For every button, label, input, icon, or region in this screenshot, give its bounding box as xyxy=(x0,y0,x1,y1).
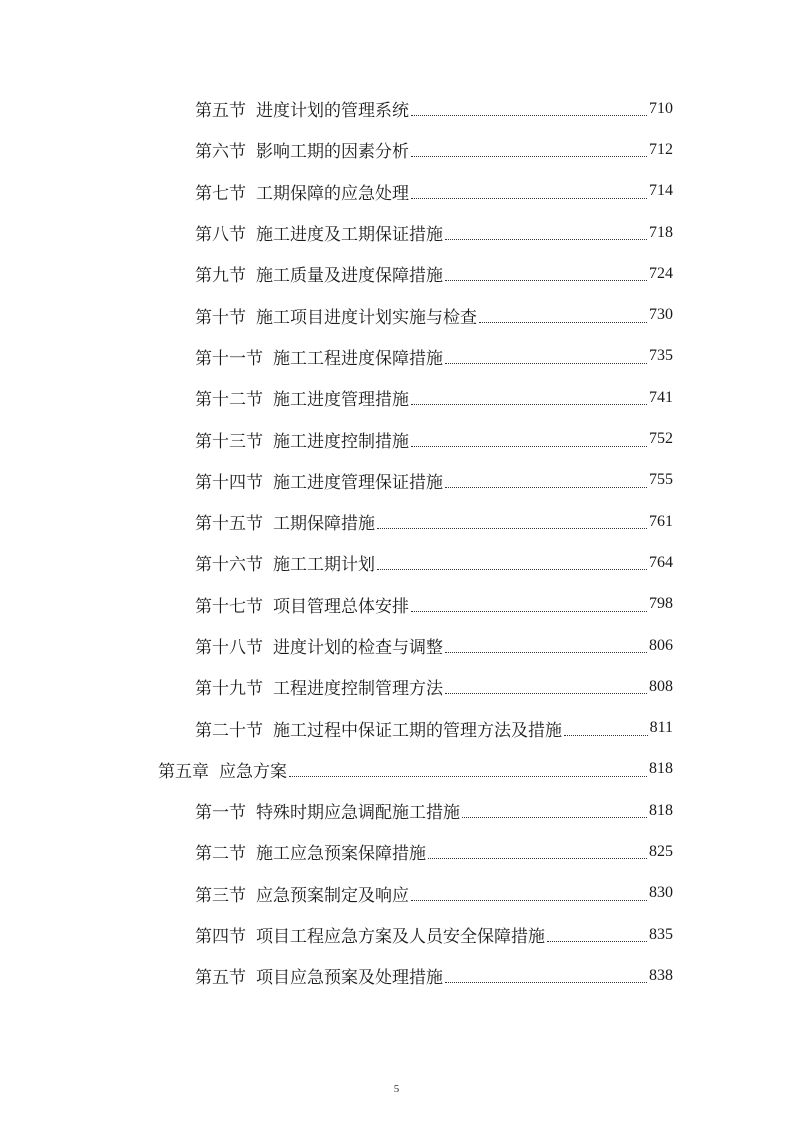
toc-entry-page: 825 xyxy=(649,842,673,860)
toc-entry-title: 进度计划的检查与调整 xyxy=(273,638,443,658)
table-of-contents xyxy=(0,88,793,997)
toc-entry-page: 714 xyxy=(649,182,673,200)
dot-leader xyxy=(411,115,647,116)
toc-entry-page: 818 xyxy=(649,801,673,819)
toc-entry-number: 第十五节 xyxy=(195,514,263,535)
toc-section-entry[interactable] xyxy=(0,88,793,129)
toc-entry-number: 第十四节 xyxy=(195,472,263,493)
toc-entry-number: 第四节 xyxy=(195,927,246,948)
toc-entry-title: 影响工期的因素分析 xyxy=(256,142,409,163)
toc-entry-number: 第十二节 xyxy=(195,390,263,411)
toc-entry-number: 第五节 xyxy=(195,968,246,989)
toc-entry-page: 724 xyxy=(649,264,673,282)
toc-entry-page: 741 xyxy=(649,388,673,406)
toc-entry-number: 第十三节 xyxy=(195,431,263,452)
toc-entry-title: 施工进度控制措施 xyxy=(273,431,409,452)
toc-entry-title: 施工进度管理保证措施 xyxy=(273,472,443,493)
toc-section-entry[interactable] xyxy=(0,171,793,212)
toc-section-entry[interactable] xyxy=(0,914,793,955)
toc-section-entry[interactable] xyxy=(0,294,793,335)
toc-entry-title: 应急预案制定及响应 xyxy=(256,885,409,906)
toc-entry-title: 工期保障的应急处理 xyxy=(256,183,409,204)
toc-entry-number: 第五章 xyxy=(158,761,209,782)
toc-section-entry[interactable] xyxy=(0,129,793,170)
dot-leader xyxy=(428,858,647,859)
toc-entry-page: 798 xyxy=(649,595,673,613)
toc-section-entry[interactable] xyxy=(0,460,793,501)
toc-entry-number: 第三节 xyxy=(195,885,246,906)
toc-entry-number: 第二节 xyxy=(195,844,246,865)
toc-entry-page: 718 xyxy=(649,223,673,241)
toc-section-entry[interactable] xyxy=(0,542,793,583)
dot-leader xyxy=(377,569,647,570)
dot-leader xyxy=(445,280,647,281)
toc-entry-page: 838 xyxy=(649,966,673,984)
toc-section-entry[interactable] xyxy=(0,253,793,294)
toc-section-entry[interactable] xyxy=(0,790,793,831)
dot-leader xyxy=(445,239,647,240)
dot-leader xyxy=(445,652,647,653)
dot-leader xyxy=(564,735,648,736)
toc-entry-number: 第十八节 xyxy=(195,638,263,658)
toc-entry-title: 进度计划的管理系统 xyxy=(256,101,409,122)
toc-entry-title: 施工质量及进度保障措施 xyxy=(256,266,443,287)
dot-leader xyxy=(411,198,647,199)
toc-section-entry[interactable] xyxy=(0,584,793,625)
dot-leader xyxy=(411,900,647,901)
toc-entry-page: 755 xyxy=(649,471,673,489)
dot-leader xyxy=(445,982,647,983)
dot-leader xyxy=(289,776,647,777)
dot-leader xyxy=(411,446,647,447)
toc-entry-page: 811 xyxy=(649,719,673,737)
toc-section-entry[interactable] xyxy=(0,377,793,418)
dot-leader xyxy=(479,322,647,323)
dot-leader xyxy=(547,941,647,942)
toc-chapter-entry[interactable] xyxy=(0,749,793,790)
toc-entry-number: 第八节 xyxy=(195,225,246,246)
toc-entry-title: 项目工程应急方案及人员安全保障措施 xyxy=(256,927,545,948)
toc-entry-number: 第五节 xyxy=(195,101,246,122)
toc-entry-title: 施工工期计划 xyxy=(273,555,375,576)
toc-entry-number: 第七节 xyxy=(195,183,246,204)
toc-section-entry[interactable] xyxy=(0,955,793,996)
toc-section-entry[interactable] xyxy=(0,625,793,666)
dot-leader xyxy=(411,156,647,157)
toc-entry-page: 764 xyxy=(649,553,673,571)
dot-leader xyxy=(411,611,647,612)
toc-section-entry[interactable] xyxy=(0,212,793,253)
toc-entry-title: 项目应急预案及处理措施 xyxy=(256,968,443,989)
toc-entry-page: 730 xyxy=(649,306,673,324)
toc-entry-number: 第六节 xyxy=(195,142,246,163)
toc-entry-page: 830 xyxy=(649,884,673,902)
toc-entry-title: 施工过程中保证工期的管理方法及措施 xyxy=(273,720,562,741)
toc-entry-title: 施工工程进度保障措施 xyxy=(273,348,443,369)
toc-section-entry[interactable] xyxy=(0,831,793,872)
toc-entry-page: 835 xyxy=(649,925,673,943)
toc-entry-title: 项目管理总体安排 xyxy=(273,596,409,617)
toc-entry-number: 第二十节 xyxy=(195,720,263,741)
toc-entry-number: 第十九节 xyxy=(195,679,263,700)
toc-section-entry[interactable] xyxy=(0,707,793,748)
toc-entry-page: 808 xyxy=(649,677,673,695)
toc-entry-page: 806 xyxy=(649,636,673,654)
toc-entry-number: 第九节 xyxy=(195,266,246,287)
dot-leader xyxy=(411,404,647,405)
toc-section-entry[interactable] xyxy=(0,501,793,542)
toc-entry-number: 第十一节 xyxy=(195,348,263,369)
toc-entry-page: 710 xyxy=(649,99,673,117)
dot-leader xyxy=(462,817,647,818)
toc-entry-page: 735 xyxy=(649,347,673,365)
toc-entry-title: 施工项目进度计划实施与检查 xyxy=(256,307,477,328)
dot-leader xyxy=(377,528,647,529)
toc-entry-page: 752 xyxy=(649,430,673,448)
toc-entry-title: 特殊时期应急调配施工措施 xyxy=(256,803,460,824)
dot-leader xyxy=(445,693,647,694)
toc-section-entry[interactable] xyxy=(0,873,793,914)
toc-entry-title: 施工进度管理措施 xyxy=(273,390,409,411)
dot-leader xyxy=(445,487,647,488)
toc-entry-title: 施工进度及工期保证措施 xyxy=(256,225,443,246)
toc-entry-number: 第一节 xyxy=(195,803,246,824)
toc-entry-number: 第十七节 xyxy=(195,596,263,617)
toc-entry-title: 工期保障措施 xyxy=(273,514,375,535)
toc-section-entry[interactable] xyxy=(0,336,793,377)
toc-entry-page: 712 xyxy=(649,140,673,158)
toc-entry-title: 应急方案 xyxy=(219,761,287,782)
toc-entry-number: 第十节 xyxy=(195,307,246,328)
dot-leader xyxy=(445,363,647,364)
toc-entry-page: 818 xyxy=(649,760,673,778)
toc-section-entry[interactable] xyxy=(0,418,793,459)
toc-entry-title: 工程进度控制管理方法 xyxy=(273,679,443,700)
toc-entry-page: 761 xyxy=(649,512,673,530)
page-number: 5 xyxy=(393,1083,400,1095)
toc-section-entry[interactable] xyxy=(0,666,793,707)
toc-entry-number: 第十六节 xyxy=(195,555,263,576)
toc-entry-title: 施工应急预案保障措施 xyxy=(256,844,426,865)
